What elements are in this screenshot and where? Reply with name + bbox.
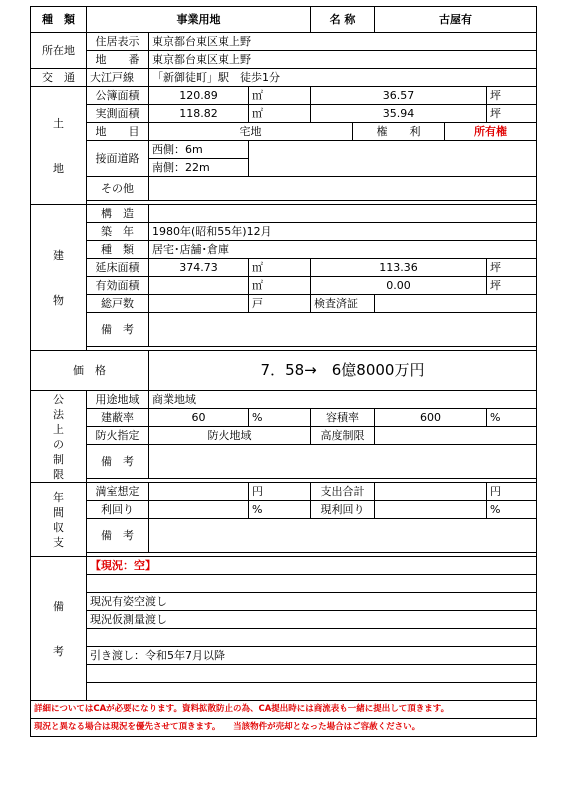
coverage-value: 60 [149, 409, 249, 427]
built-value: 1980年(昭和55年)12月 [149, 223, 537, 241]
land-other-label: その他 [87, 177, 149, 201]
income-label: 年 間 収 支 [31, 483, 87, 557]
remarks-line-2 [87, 575, 537, 593]
units-label: 総戸数 [87, 295, 149, 313]
effective-area-unit: ㎡ [249, 277, 311, 295]
lot-label: 地 番 [87, 51, 149, 69]
location-label: 所在地 [31, 33, 87, 69]
address-value: 東京都台東区東上野 [149, 33, 537, 51]
measured-tsubo-unit: 坪 [487, 105, 537, 123]
land-category-label: 地 目 [87, 123, 149, 141]
yield-value [149, 501, 249, 519]
building-notes-value [149, 313, 537, 347]
registry-area-value: 120.89 [149, 87, 249, 105]
remarks-line-7 [87, 665, 537, 683]
registry-area-label: 公簿面積 [87, 87, 149, 105]
transport-station: 「新御徒町」駅 徒歩1分 [149, 69, 537, 87]
remarks-line-1: 【現況：空】 [87, 557, 537, 575]
far-unit: % [487, 409, 537, 427]
effective-tsubo-value: 0.00 [311, 277, 487, 295]
building-notes-label: 備 考 [87, 313, 149, 347]
land-category-value: 宅地 [149, 123, 353, 141]
full-occupancy-label: 満室想定 [87, 483, 149, 501]
road-south: 南側：22m [149, 159, 249, 177]
measured-area-label: 実測面積 [87, 105, 149, 123]
name-label: 名 称 [311, 7, 375, 33]
land-label: 土 地 [31, 87, 87, 205]
remarks-line-6: 引き渡し：令和5年7月以降 [87, 647, 537, 665]
structure-label: 構 造 [87, 205, 149, 223]
far-value: 600 [375, 409, 487, 427]
full-occupancy-value [149, 483, 249, 501]
far-label: 容積率 [311, 409, 375, 427]
effective-tsubo-unit: 坪 [487, 277, 537, 295]
floor-tsubo-unit: 坪 [487, 259, 537, 277]
measured-area-value: 118.82 [149, 105, 249, 123]
zone-value: 商業地域 [149, 391, 537, 409]
registry-tsubo-unit: 坪 [487, 87, 537, 105]
income-notes-label: 備 考 [87, 519, 149, 553]
units-value [149, 295, 249, 313]
current-yield-unit: % [487, 501, 537, 519]
road-blank [249, 141, 537, 177]
measured-area-unit: ㎡ [249, 105, 311, 123]
built-label: 築 年 [87, 223, 149, 241]
road-west: 西側：6m [149, 141, 249, 159]
current-yield-label: 現利回り [311, 501, 375, 519]
fire-value: 防火地域 [149, 427, 311, 445]
units-unit: 戸 [249, 295, 311, 313]
height-value [375, 427, 537, 445]
price-value: 7．58→ 6億8000万円 [149, 351, 537, 391]
regulation-notes-value [149, 445, 537, 479]
name-value: 古屋有 [375, 7, 537, 33]
structure-value [149, 205, 537, 223]
building-type-label: 種 類 [87, 241, 149, 259]
address-label: 住居表示 [87, 33, 149, 51]
inspection-label: 検査済証 [311, 295, 375, 313]
rights-label: 権 利 [353, 123, 445, 141]
effective-area-value [149, 277, 249, 295]
transport-line: 大江戸線 [87, 69, 149, 87]
effective-area-label: 有効面積 [87, 277, 149, 295]
footer-line-1: 詳細についてはCAが必要になります。資料拡散防止の為、CA提出時には商流表も一緒に提出して頂きます。 [31, 701, 537, 719]
yield-label: 利回り [87, 501, 149, 519]
property-sheet [30, 6, 537, 737]
footer-line-2: 現況と異なる場合は現況を優先させて頂きます。 当該物件が売却となった場合はご容赦ください。 [31, 719, 537, 737]
lot-value: 東京都台東区東上野 [149, 51, 537, 69]
measured-tsubo-value: 35.94 [311, 105, 487, 123]
price-label: 価 格 [31, 351, 149, 391]
regulation-notes-label: 備 考 [87, 445, 149, 479]
land-other-value [149, 177, 537, 201]
regulation-label: 公 法 上 の 制 限 [31, 391, 87, 483]
remarks-line-8 [87, 683, 537, 701]
full-occupancy-unit: 円 [249, 483, 311, 501]
road-label: 接面道路 [87, 141, 149, 177]
floor-area-value: 374.73 [149, 259, 249, 277]
coverage-unit: % [249, 409, 311, 427]
coverage-label: 建蔽率 [87, 409, 149, 427]
building-type-value: 居宅･店舗･倉庫 [149, 241, 537, 259]
remarks-label: 備 考 [31, 557, 87, 701]
height-label: 高度制限 [311, 427, 375, 445]
registry-tsubo-value: 36.57 [311, 87, 487, 105]
type-value: 事業用地 [87, 7, 311, 33]
inspection-value [375, 295, 537, 313]
remarks-line-3: 現況有姿空渡し [87, 593, 537, 611]
expense-unit: 円 [487, 483, 537, 501]
transport-label: 交 通 [31, 69, 87, 87]
expense-label: 支出合計 [311, 483, 375, 501]
floor-tsubo-value: 113.36 [311, 259, 487, 277]
fire-label: 防火指定 [87, 427, 149, 445]
current-yield-value [375, 501, 487, 519]
rights-value: 所有権 [445, 123, 537, 141]
yield-unit: % [249, 501, 311, 519]
remarks-line-5 [87, 629, 537, 647]
income-notes-value [149, 519, 537, 553]
type-label: 種 類 [31, 7, 87, 33]
building-label: 建 物 [31, 205, 87, 351]
floor-area-unit: ㎡ [249, 259, 311, 277]
floor-area-label: 延床面積 [87, 259, 149, 277]
expense-value [375, 483, 487, 501]
registry-area-unit: ㎡ [249, 87, 311, 105]
remarks-line-4: 現況仮測量渡し [87, 611, 537, 629]
zone-label: 用途地域 [87, 391, 149, 409]
